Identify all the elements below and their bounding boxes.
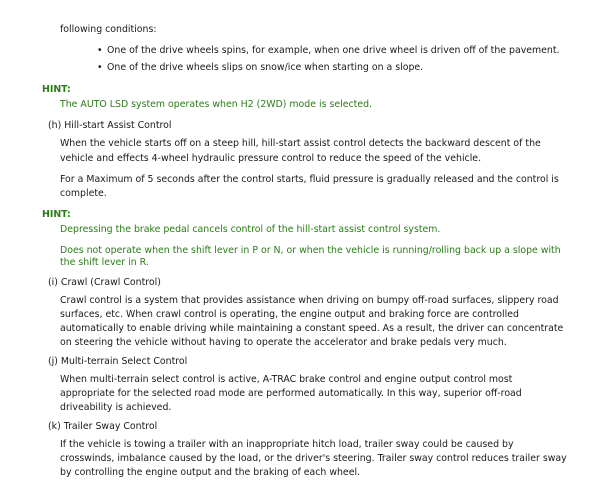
section-h-text: complete. <box>60 188 107 199</box>
section-i-text: automatically to enable driving while maintaining a constant speed. As a result, the driver can concentrate <box>60 323 564 334</box>
hint-label: HINT: <box>42 209 71 220</box>
bullet-item <box>97 62 423 73</box>
section-k-text: If the vehicle is towing a trailer with an inappropriate hitch load, trailer sway could be caused by <box>60 439 514 450</box>
section-heading-j: (j) Multi-terrain Select Control <box>48 356 188 367</box>
section-i-text: Crawl control is a system that provides assistance when driving on bumpy off-road surfaces, slippery road <box>60 295 559 306</box>
bullet-text: One of the drive wheels slips on snow/ice when starting on a slope. <box>107 62 424 73</box>
section-heading-h: (h) Hill-start Assist Control <box>48 120 172 131</box>
bullet-item <box>97 45 560 56</box>
hint-label: HINT: <box>42 84 71 95</box>
hint-text: The AUTO LSD system operates when H2 (2WD) mode is selected. <box>60 99 373 110</box>
section-k-text: crosswinds, imbalance caused by the load, or the driver's steering. Trailer sway control reduces trailer sway <box>60 453 567 464</box>
section-heading-i: (i) Crawl (Crawl Control) <box>48 277 161 288</box>
section-i-text: on steering the vehicle without having to operate the accelerator and brake pedals very much. <box>60 337 507 348</box>
bullet-dot-icon: • <box>97 45 103 56</box>
section-j-text: driveability is achieved. <box>60 402 172 413</box>
hint-text: Depressing the brake pedal cancels control of the hill-start assist control system. <box>60 224 441 235</box>
bullet-dot-icon: • <box>97 62 103 73</box>
intro-text: following conditions: <box>60 24 157 35</box>
hint-text: Does not operate when the shift lever in P or N, or when the vehicle is running/rolling back up a slope with <box>60 245 561 256</box>
section-h-text: For a Maximum of 5 seconds after the control starts, fluid pressure is gradually released and the control is <box>60 174 559 185</box>
hint-text: the shift lever in R. <box>60 257 149 268</box>
section-h-text: vehicle and effects 4-wheel hydraulic pressure control to reduce the speed of the vehicle. <box>60 153 482 164</box>
section-j-text: When multi-terrain select control is active, A-TRAC brake control and engine output control most <box>60 374 513 385</box>
section-k-text: by controlling the engine output and the braking of each wheel. <box>60 467 361 478</box>
section-h-text: When the vehicle starts off on a steep hill, hill-start assist control detects the backward descent of the <box>60 138 541 149</box>
bullet-text: One of the drive wheels spins, for example, when one drive wheel is driven off of the pavement. <box>107 45 560 56</box>
section-heading-k: (k) Trailer Sway Control <box>48 421 158 432</box>
section-j-text: appropriate for the selected road mode are performed automatically. In this way, superior off-road <box>60 388 522 399</box>
section-i-text: surfaces, etc. When crawl control is operating, the engine output and braking force are controlled <box>60 309 519 320</box>
